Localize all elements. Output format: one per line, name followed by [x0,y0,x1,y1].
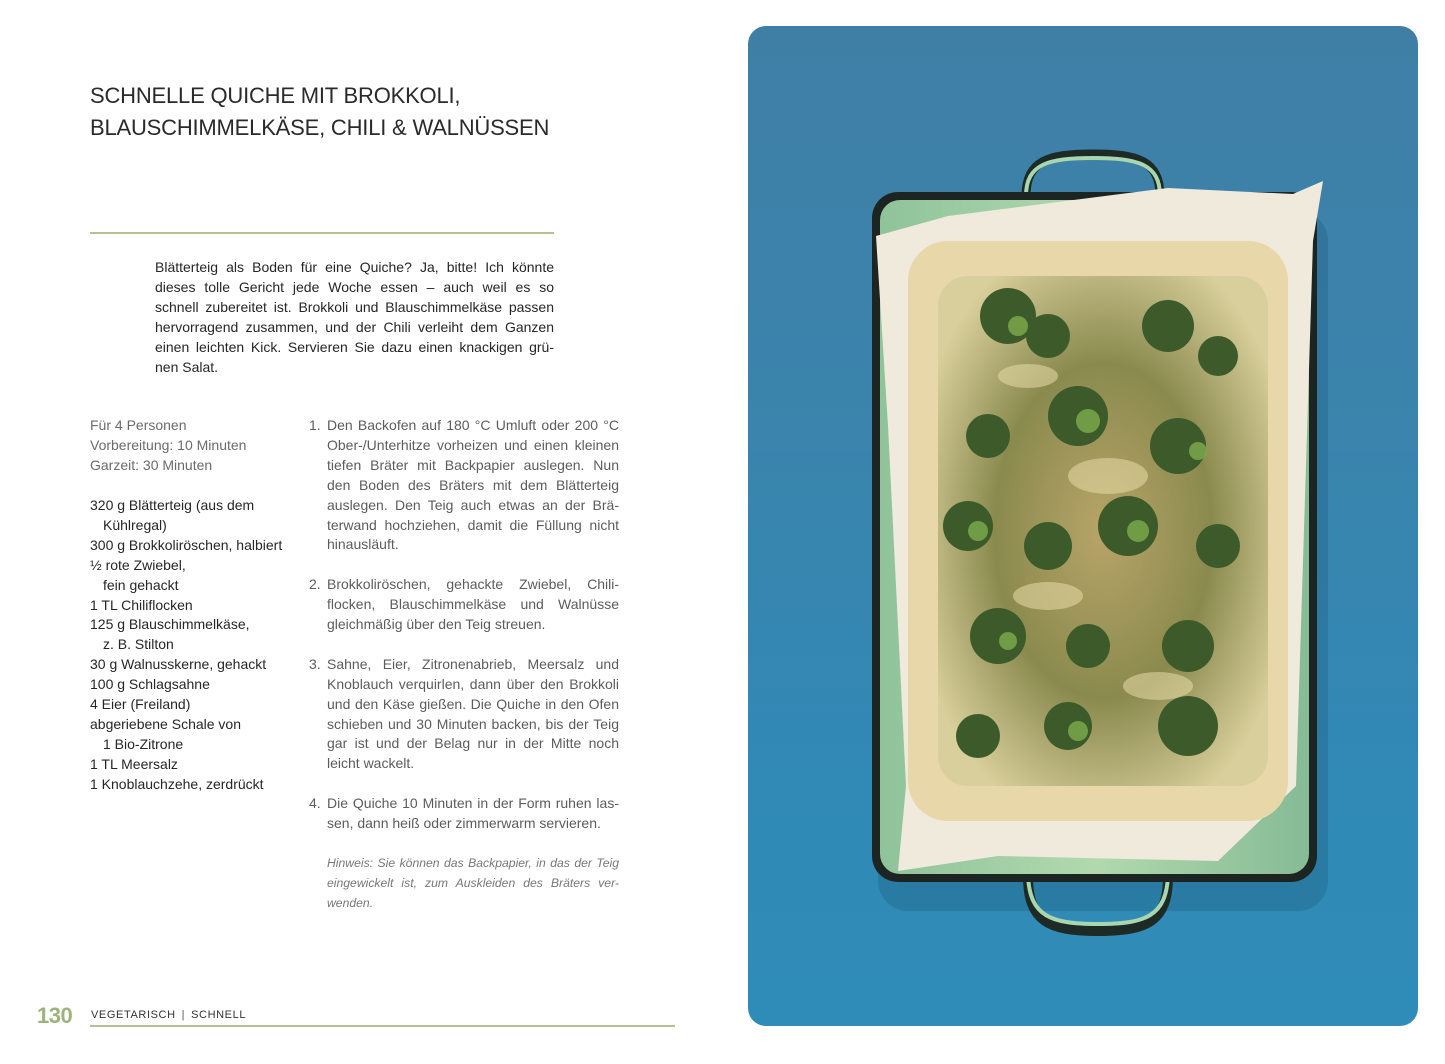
step-line: leicht wackelt. [327,755,415,772]
ingredient-item [90,775,305,795]
step-number: 4. [309,795,321,812]
recipe-title-line-1: SCHNELLE QUICHE MIT BROKKOLI, [90,83,461,108]
step-line: hinausläuft. [327,536,399,553]
ingredient-item [90,695,305,715]
intro-line: hervorragend zusammen, und der Chili verleiht dem Ganzen [155,318,554,335]
note-line: wenden. [327,895,374,910]
step-line: Den Backofen auf 180 °C Umluft oder 200 °C [327,417,619,433]
intro-line: schnell zubereitet ist. Brokkoli und Blauschimmelkäse passen [155,298,554,315]
note-line: eingewickelt ist, zum Auskleiden des Bräters ver- [327,875,619,890]
ingredient-item [90,536,305,556]
ingredient-continuation: Kühlregal) [103,516,167,533]
method-steps [309,416,619,854]
step-line: Sahne, Eier, Zitronenabrieb, Meersalz und [327,655,619,672]
intro-line: Blätterteig als Boden für eine Quiche? Ja, bitte! Ich könnte [155,259,554,275]
ingredient-list [90,496,305,795]
ingredient-item [90,556,305,596]
step-line: sen, dann heiß oder zimmerwarm servieren. [327,815,601,832]
title-divider [90,232,554,234]
step-number: 2. [309,576,321,593]
running-head [91,1009,246,1021]
prep-time: Vorbereitung: 10 Minuten [90,436,247,453]
recipe-title-line-2: BLAUSCHIMMELKÄSE, CHILI & WALNÜSSEN [90,115,550,140]
step-line: auslegen. Den Teig auch etwas an der Brä- [327,496,619,513]
cook-time: Garzeit: 30 Minuten [90,456,213,473]
ingredient-text: 125 g Blauschimmelkäse, [90,616,250,633]
ingredient-item [90,655,305,675]
step-number: 1. [309,417,321,433]
footer-divider [90,1025,675,1027]
ingredient-text: 4 Eier (Freiland) [90,696,191,713]
recipe-intro [155,258,554,377]
ingredient-text: 1 Knoblauchzehe, zerdrückt [90,775,264,792]
ingredient-text: ½ rote Zwiebel, [90,556,186,573]
step-line: Knoblauch verquirlen, dann über den Brokkoli [327,675,619,692]
step-number: 3. [309,655,321,672]
category-separator: | [181,1009,186,1021]
ingredient-text: 1 TL Meersalz [90,755,178,772]
ingredient-text: abgeriebene Schale von [90,715,242,732]
step-line: gleichmäßig über den Teig streuen. [327,616,546,633]
ingredient-item [90,715,305,755]
step-3 [309,655,619,774]
servings: Für 4 Personen [90,417,187,433]
page-number: 130 [37,1003,73,1028]
recipe-title [90,80,650,144]
ingredient-continuation: 1 Bio-Zitrone [103,735,184,752]
intro-line: nen Salat. [155,358,219,375]
recipe-note [327,854,619,914]
ingredient-item [90,596,305,616]
step-line: terwand hochziehen, damit die Füllung nicht [327,516,619,533]
step-2 [309,575,619,635]
step-line: den Boden des Bräters mit dem Blätterteig [327,476,619,493]
intro-line: dieses tolle Gericht jede Woche essen – auch weil es so [155,278,554,295]
step-line: und den Käse gießen. Die Quiche in den Ofen [327,695,619,712]
ingredient-continuation: fein gehackt [103,576,179,593]
quiche-dish-illustration [748,26,1418,1026]
ingredient-continuation: z. B. Stilton [103,636,174,653]
step-line: Die Quiche 10 Minuten in der Form ruhen las- [327,795,619,812]
ingredient-item [90,675,305,695]
step-line: tiefen Bräter mit Backpapier auslegen. Nun [327,456,619,473]
recipe-meta [90,416,300,476]
intro-line: einen leichten Kick. Servieren Sie dazu einen knackigen grü- [155,338,554,355]
ingredient-item [90,615,305,655]
ingredient-item [90,755,305,775]
step-line: Ober-/Unterhitze vorheizen und einen kleinen [327,436,619,453]
ingredient-text: 100 g Schlagsahne [90,676,210,693]
step-4 [309,794,619,834]
note-line: Hinweis: Sie können das Backpapier, in das der Teig [327,856,619,870]
subcategory-label: SCHNELL [191,1009,247,1021]
ingredient-text: 30 g Walnusskerne, gehackt [90,656,267,673]
step-line: gar ist und der Belag nur in der Mitte noch [327,735,619,752]
quiche-photo [748,26,1418,1026]
step-line: Brokkoliröschen, gehackte Zwiebel, Chili- [327,576,619,593]
ingredient-item [90,496,305,536]
step-line: flocken, Blauschimmelkäse und Walnüsse [327,596,619,613]
step-line: schieben und 30 Minuten backen, bis der Teig [327,715,619,732]
step-1 [309,416,619,555]
ingredient-text: 300 g Brokkoliröschen, halbiert [90,536,283,553]
ingredient-text: 1 TL Chiliflocken [90,596,193,613]
ingredient-text: 320 g Blätterteig (aus dem [90,497,255,513]
category-label: VEGETARISCH [91,1009,176,1021]
